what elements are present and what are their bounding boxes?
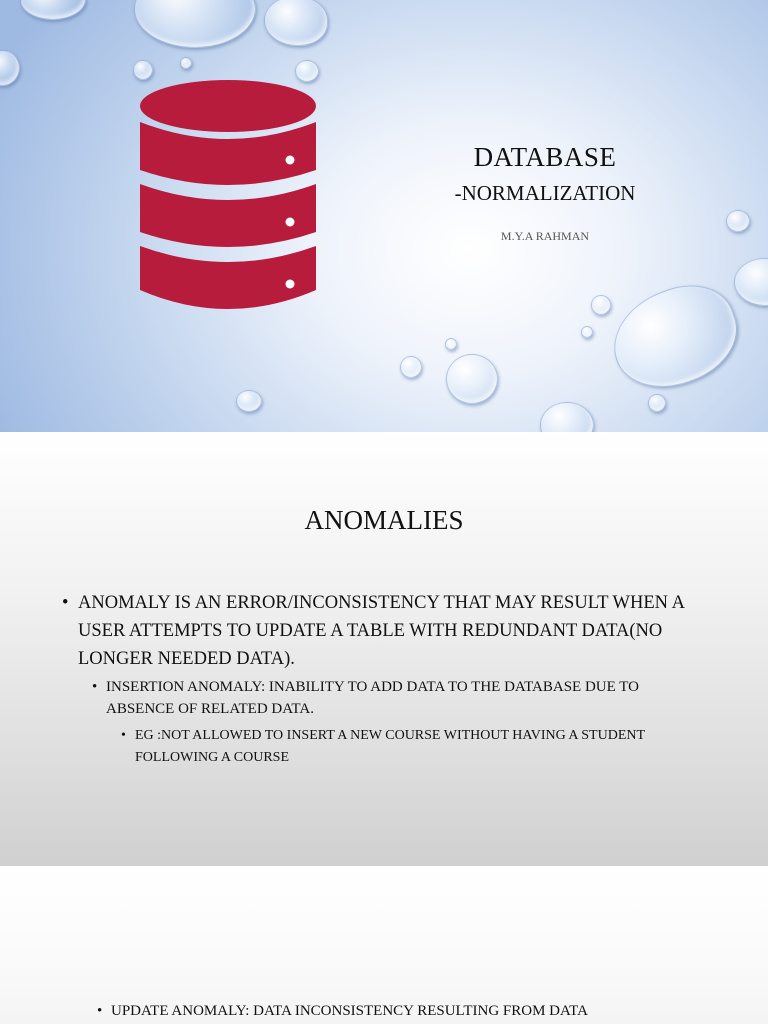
bullet-item xyxy=(92,676,702,720)
bullet-marker: • xyxy=(62,593,69,613)
water-drop xyxy=(236,390,262,412)
water-drop xyxy=(264,0,328,46)
bullet-item xyxy=(97,1000,737,1022)
slide-subtitle: -NORMALIZATION xyxy=(454,181,636,205)
water-drop xyxy=(180,57,192,69)
water-drop xyxy=(445,338,457,350)
bullet-marker: • xyxy=(97,1003,103,1019)
water-drop xyxy=(581,326,593,338)
water-drop xyxy=(0,50,20,86)
bullet-text: UPDATE ANOMALY: DATA INCONSISTENCY RESULTING FROM DATA xyxy=(111,1003,588,1019)
water-drop xyxy=(400,356,422,378)
water-drop xyxy=(591,295,611,315)
bullet-item xyxy=(62,589,712,673)
water-drop xyxy=(600,271,751,402)
water-drop xyxy=(134,0,256,48)
slide-title: ANOMALIES xyxy=(304,505,464,535)
database-icon xyxy=(138,78,318,320)
bullet-text: INSERTION ANOMALY: INABILITY TO ADD DATA TO THE DATABASE DUE TO ABSENCE OF RELATED DATA. xyxy=(106,679,639,717)
slide-title: DATABASE xyxy=(473,142,617,172)
water-drop xyxy=(133,60,153,80)
water-drop xyxy=(20,0,86,20)
bullet-marker: • xyxy=(121,728,126,743)
bullet-text: ANOMALY IS AN ERROR/INCONSISTENCY THAT MAY RESULT WHEN A USER ATTEMPTS TO UPDATE A TABLE WITH REDUNDANT DATA(NO LONGER NEEDED DATA). xyxy=(78,593,684,669)
bullet-marker: • xyxy=(92,679,98,695)
update-anomaly-slide xyxy=(0,866,768,1024)
title-slide xyxy=(0,0,768,432)
water-drop xyxy=(734,258,768,306)
water-drop xyxy=(648,394,666,412)
water-drop xyxy=(540,402,594,432)
water-drop xyxy=(446,354,498,404)
author-name: M.Y.A RAHMAN xyxy=(500,229,590,243)
bullet-text: EG :NOT ALLOWED TO INSERT A NEW COURSE WITHOUT HAVING A STUDENT FOLLOWING A COURSE xyxy=(135,728,645,765)
bullet-item xyxy=(121,725,701,768)
anomalies-slide xyxy=(0,432,768,866)
water-drop xyxy=(726,210,750,232)
